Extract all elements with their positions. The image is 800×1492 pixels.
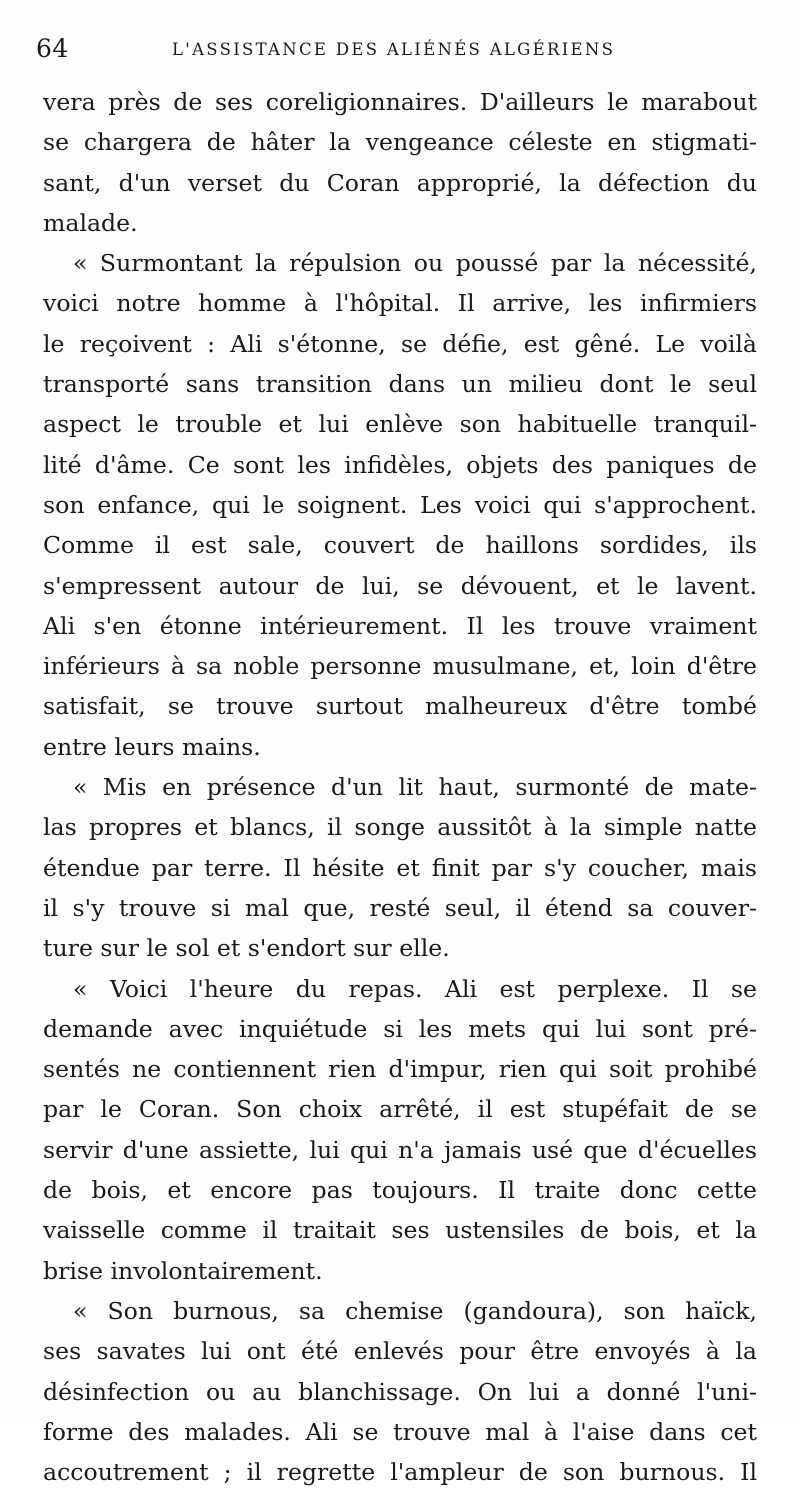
text-line: s'empressent autour de lui, se dévouent, et le lavent.	[43, 571, 757, 600]
text-line: servir d'une assiette, lui qui n'a jamais usé que d'écuelles	[43, 1135, 757, 1164]
text-line: de bois, et encore pas toujours. Il traite donc cette	[43, 1176, 757, 1205]
text-line: malade.	[43, 208, 138, 237]
text-line: las propres et blancs, il songe aussitôt à la simple natte	[43, 813, 757, 842]
text-line: accoutrement ; il regrette l'ampleur de son burnous. Il	[43, 1458, 757, 1487]
text-line: satisfait, se trouve surtout malheureux d'être tombé	[43, 692, 757, 721]
text-line: sentés ne contiennent rien d'impur, rien qui soit prohibé	[43, 1055, 757, 1084]
text-line: par le Coran. Son choix arrêté, il est stupéfait de se	[43, 1095, 757, 1124]
text-line: il s'y trouve si mal que, resté seul, il étend sa couver-	[43, 893, 757, 922]
text-line: « Voici l'heure du repas. Ali est perplexe. Il se	[73, 974, 757, 1003]
text-line: « Surmontant la répulsion ou poussé par la nécessité,	[73, 249, 757, 278]
body-text	[43, 82, 757, 1492]
text-line: vera près de ses coreligionnaires. D'ailleurs le marabout	[43, 88, 757, 116]
text-line: transporté sans transition dans un milieu dont le seul	[43, 370, 757, 399]
text-line: se chargera de hâter la vengeance céleste en stigmati-	[43, 128, 757, 157]
text-line: aspect le trouble et lui enlève son habituelle tranquil-	[43, 410, 757, 439]
text-line: étendue par terre. Il hésite et finit par s'y coucher, mais	[43, 853, 757, 882]
text-line: sant, d'un verset du Coran approprié, la défection du	[43, 168, 757, 197]
page-number: 64	[36, 34, 69, 63]
text-line: demande avec inquiétude si les mets qui lui sont pré-	[43, 1014, 757, 1043]
text-line: ture sur le sol et s'endort sur elle.	[43, 934, 450, 963]
text-line: son enfance, qui le soignent. Les voici qui s'approchent.	[43, 490, 757, 519]
text-line: vaisselle comme il traitait ses ustensiles de bois, et la	[43, 1216, 757, 1245]
text-line: le reçoivent : Ali s'étonne, se défie, est gêné. Le voilà	[43, 329, 757, 358]
text-line: Comme il est sale, couvert de haillons sordides, ils	[43, 531, 757, 560]
text-line: ses savates lui ont été enlevés pour être envoyés à la	[43, 1337, 757, 1366]
text-line: brise involontairement.	[43, 1256, 323, 1285]
text-line: voici notre homme à l'hôpital. Il arrive, les infirmiers	[43, 289, 757, 318]
text-line: « Son burnous, sa chemise (gandoura), son haïck,	[73, 1296, 757, 1325]
text-line: « Mis en présence d'un lit haut, surmonté de mate-	[73, 773, 757, 802]
text-line: forme des malades. Ali se trouve mal à l'aise dans cet	[43, 1417, 757, 1446]
text-line: entre leurs mains.	[43, 732, 261, 761]
running-head	[36, 34, 760, 64]
text-line: désinfection ou au blanchissage. On lui a donné l'uni-	[43, 1377, 757, 1406]
text-line: inférieurs à sa noble personne musulmane, et, loin d'être	[43, 652, 757, 681]
text-line: Ali s'en étonne intérieurement. Il les trouve vraiment	[43, 611, 757, 640]
running-title: L'ASSISTANCE DES ALIÉNÉS ALGÉRIENS	[172, 40, 616, 59]
text-line: lité d'âme. Ce sont les infidèles, objets des paniques de	[43, 450, 757, 479]
